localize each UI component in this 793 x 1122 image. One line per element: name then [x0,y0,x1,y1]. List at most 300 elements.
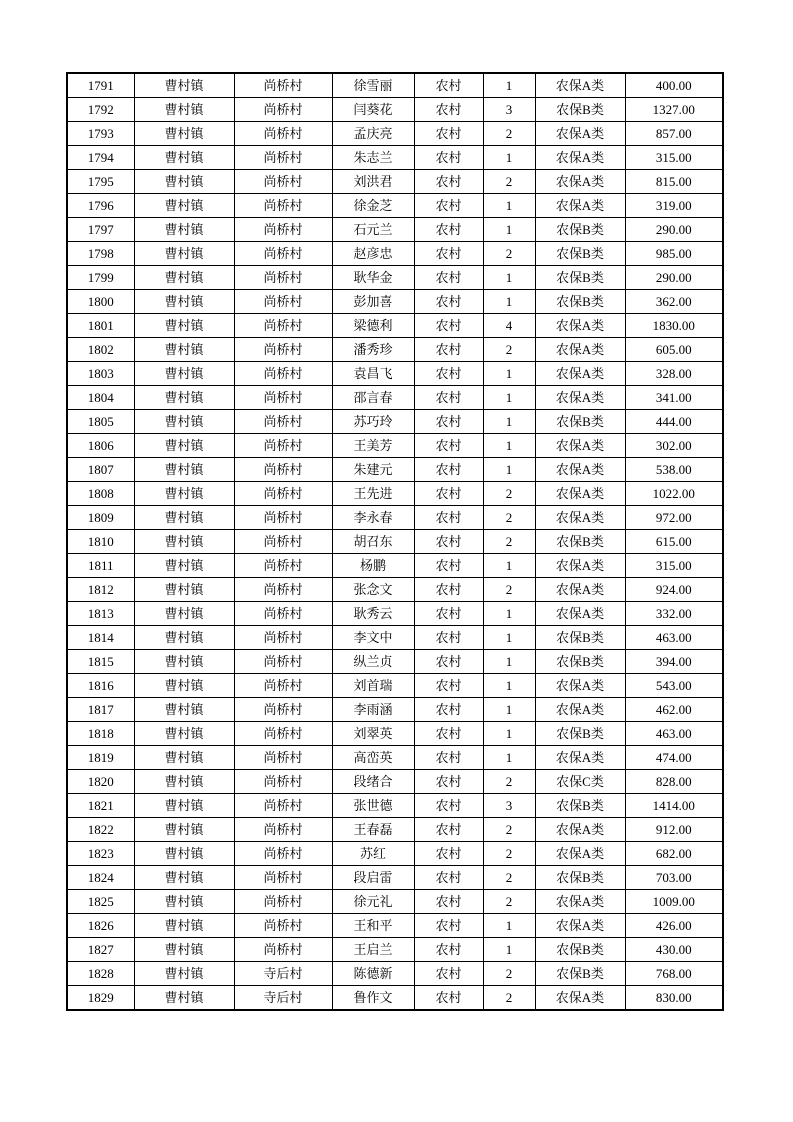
cell-person-name: 胡召东 [332,530,414,554]
cell-town: 曹村镇 [134,602,234,626]
cell-town: 曹村镇 [134,794,234,818]
cell-insurance-class: 农保A类 [535,986,625,1011]
table-row [67,194,723,218]
cell-town: 曹村镇 [134,266,234,290]
cell-serial-number: 1818 [67,722,134,746]
table-row [67,794,723,818]
cell-town: 曹村镇 [134,73,234,98]
cell-person-name: 石元兰 [332,218,414,242]
cell-person-count: 1 [483,290,535,314]
cell-insurance-class: 农保A类 [535,698,625,722]
cell-amount: 319.00 [625,194,723,218]
cell-person-count: 2 [483,770,535,794]
cell-serial-number: 1794 [67,146,134,170]
cell-person-count: 1 [483,362,535,386]
cell-amount: 341.00 [625,386,723,410]
cell-residence-type: 农村 [414,722,483,746]
cell-serial-number: 1805 [67,410,134,434]
cell-town: 曹村镇 [134,938,234,962]
cell-insurance-class: 农保A类 [535,458,625,482]
cell-insurance-class: 农保A类 [535,170,625,194]
cell-amount: 830.00 [625,986,723,1011]
cell-village: 尚桥村 [234,338,332,362]
cell-person-count: 1 [483,938,535,962]
cell-amount: 815.00 [625,170,723,194]
table-row [67,434,723,458]
cell-residence-type: 农村 [414,506,483,530]
cell-person-count: 1 [483,602,535,626]
cell-residence-type: 农村 [414,890,483,914]
cell-village: 尚桥村 [234,794,332,818]
cell-town: 曹村镇 [134,530,234,554]
cell-residence-type: 农村 [414,986,483,1011]
cell-town: 曹村镇 [134,650,234,674]
cell-amount: 290.00 [625,266,723,290]
cell-town: 曹村镇 [134,362,234,386]
cell-person-count: 2 [483,530,535,554]
cell-person-count: 3 [483,98,535,122]
cell-insurance-class: 农保A类 [535,818,625,842]
cell-village: 尚桥村 [234,290,332,314]
cell-insurance-class: 农保A类 [535,314,625,338]
cell-amount: 615.00 [625,530,723,554]
cell-village: 尚桥村 [234,146,332,170]
cell-village: 尚桥村 [234,626,332,650]
table-row [67,626,723,650]
cell-residence-type: 农村 [414,602,483,626]
table-row [67,386,723,410]
cell-person-name: 王启兰 [332,938,414,962]
cell-insurance-class: 农保A类 [535,194,625,218]
table-row [67,962,723,986]
cell-town: 曹村镇 [134,722,234,746]
cell-village: 尚桥村 [234,386,332,410]
cell-residence-type: 农村 [414,170,483,194]
cell-amount: 430.00 [625,938,723,962]
cell-residence-type: 农村 [414,434,483,458]
cell-town: 曹村镇 [134,770,234,794]
cell-serial-number: 1828 [67,962,134,986]
cell-town: 曹村镇 [134,962,234,986]
table-row [67,290,723,314]
cell-town: 曹村镇 [134,818,234,842]
cell-person-count: 2 [483,338,535,362]
cell-insurance-class: 农保A类 [535,890,625,914]
cell-person-count: 1 [483,434,535,458]
table-body [67,73,723,1010]
table-row [67,242,723,266]
cell-person-count: 1 [483,746,535,770]
cell-residence-type: 农村 [414,578,483,602]
cell-person-count: 1 [483,146,535,170]
cell-person-name: 耿秀云 [332,602,414,626]
cell-amount: 912.00 [625,818,723,842]
table-row [67,698,723,722]
cell-person-count: 3 [483,794,535,818]
cell-person-count: 1 [483,626,535,650]
cell-town: 曹村镇 [134,146,234,170]
cell-serial-number: 1811 [67,554,134,578]
cell-person-name: 刘翠英 [332,722,414,746]
cell-insurance-class: 农保B类 [535,242,625,266]
table-row [67,506,723,530]
cell-amount: 1414.00 [625,794,723,818]
cell-serial-number: 1802 [67,338,134,362]
cell-residence-type: 农村 [414,866,483,890]
table-row [67,650,723,674]
cell-serial-number: 1808 [67,482,134,506]
cell-amount: 444.00 [625,410,723,434]
cell-amount: 463.00 [625,722,723,746]
cell-town: 曹村镇 [134,746,234,770]
cell-residence-type: 农村 [414,386,483,410]
cell-residence-type: 农村 [414,458,483,482]
cell-town: 曹村镇 [134,842,234,866]
table-row [67,98,723,122]
cell-serial-number: 1819 [67,746,134,770]
cell-person-count: 1 [483,650,535,674]
cell-insurance-class: 农保B类 [535,290,625,314]
cell-town: 曹村镇 [134,626,234,650]
cell-person-count: 1 [483,386,535,410]
cell-amount: 857.00 [625,122,723,146]
cell-person-count: 2 [483,818,535,842]
cell-person-name: 朱志兰 [332,146,414,170]
cell-residence-type: 农村 [414,938,483,962]
cell-person-count: 1 [483,458,535,482]
cell-person-name: 刘洪君 [332,170,414,194]
cell-insurance-class: 农保B类 [535,626,625,650]
cell-village: 尚桥村 [234,938,332,962]
cell-insurance-class: 农保A类 [535,554,625,578]
cell-person-count: 2 [483,482,535,506]
cell-person-name: 鲁作文 [332,986,414,1011]
table-row [67,842,723,866]
cell-amount: 768.00 [625,962,723,986]
cell-residence-type: 农村 [414,362,483,386]
cell-insurance-class: 农保A类 [535,842,625,866]
cell-person-name: 李文中 [332,626,414,650]
cell-insurance-class: 农保B类 [535,962,625,986]
cell-serial-number: 1796 [67,194,134,218]
table-row [67,362,723,386]
cell-amount: 924.00 [625,578,723,602]
cell-insurance-class: 农保A类 [535,674,625,698]
cell-person-name: 王和平 [332,914,414,938]
cell-amount: 1830.00 [625,314,723,338]
cell-insurance-class: 农保B类 [535,794,625,818]
cell-person-name: 袁昌飞 [332,362,414,386]
table-row [67,674,723,698]
cell-person-name: 段绪合 [332,770,414,794]
cell-village: 尚桥村 [234,194,332,218]
cell-amount: 462.00 [625,698,723,722]
cell-person-count: 1 [483,266,535,290]
cell-village: 尚桥村 [234,314,332,338]
cell-amount: 1327.00 [625,98,723,122]
cell-residence-type: 农村 [414,530,483,554]
cell-insurance-class: 农保A类 [535,73,625,98]
cell-village: 尚桥村 [234,578,332,602]
table-row [67,890,723,914]
cell-serial-number: 1803 [67,362,134,386]
table-row [67,410,723,434]
cell-person-name: 孟庆亮 [332,122,414,146]
cell-person-count: 1 [483,554,535,578]
cell-serial-number: 1817 [67,698,134,722]
table-row [67,578,723,602]
cell-village: 尚桥村 [234,530,332,554]
cell-serial-number: 1829 [67,986,134,1011]
cell-insurance-class: 农保A类 [535,434,625,458]
cell-residence-type: 农村 [414,770,483,794]
cell-town: 曹村镇 [134,170,234,194]
cell-person-count: 1 [483,73,535,98]
cell-amount: 426.00 [625,914,723,938]
cell-insurance-class: 农保A类 [535,386,625,410]
cell-amount: 302.00 [625,434,723,458]
cell-residence-type: 农村 [414,338,483,362]
cell-insurance-class: 农保B类 [535,938,625,962]
cell-person-name: 耿华金 [332,266,414,290]
cell-serial-number: 1822 [67,818,134,842]
cell-amount: 538.00 [625,458,723,482]
table-row [67,554,723,578]
cell-person-name: 徐元礼 [332,890,414,914]
cell-insurance-class: 农保B类 [535,218,625,242]
cell-residence-type: 农村 [414,746,483,770]
cell-person-name: 高峦英 [332,746,414,770]
cell-village: 尚桥村 [234,890,332,914]
cell-town: 曹村镇 [134,482,234,506]
cell-serial-number: 1826 [67,914,134,938]
cell-village: 尚桥村 [234,122,332,146]
cell-town: 曹村镇 [134,674,234,698]
cell-amount: 543.00 [625,674,723,698]
cell-serial-number: 1801 [67,314,134,338]
cell-village: 尚桥村 [234,73,332,98]
cell-insurance-class: 农保A类 [535,122,625,146]
cell-residence-type: 农村 [414,554,483,578]
cell-insurance-class: 农保A类 [535,914,625,938]
cell-village: 尚桥村 [234,482,332,506]
cell-town: 曹村镇 [134,986,234,1011]
cell-village: 尚桥村 [234,842,332,866]
cell-amount: 1022.00 [625,482,723,506]
cell-person-name: 段启雷 [332,866,414,890]
cell-residence-type: 农村 [414,218,483,242]
cell-person-name: 邵言春 [332,386,414,410]
table-row [67,266,723,290]
cell-village: 尚桥村 [234,698,332,722]
cell-residence-type: 农村 [414,818,483,842]
cell-serial-number: 1827 [67,938,134,962]
benefits-table [66,72,724,1011]
cell-person-count: 2 [483,962,535,986]
table-row [67,818,723,842]
table-row [67,938,723,962]
cell-serial-number: 1793 [67,122,134,146]
cell-insurance-class: 农保B类 [535,866,625,890]
cell-insurance-class: 农保B类 [535,722,625,746]
cell-amount: 985.00 [625,242,723,266]
cell-town: 曹村镇 [134,386,234,410]
table-row [67,602,723,626]
cell-serial-number: 1810 [67,530,134,554]
cell-serial-number: 1825 [67,890,134,914]
cell-serial-number: 1791 [67,73,134,98]
cell-person-count: 2 [483,866,535,890]
cell-residence-type: 农村 [414,698,483,722]
table-row [67,746,723,770]
cell-village: 尚桥村 [234,218,332,242]
cell-village: 尚桥村 [234,770,332,794]
cell-insurance-class: 农保A类 [535,506,625,530]
cell-serial-number: 1792 [67,98,134,122]
cell-serial-number: 1800 [67,290,134,314]
cell-village: 寺后村 [234,986,332,1011]
cell-town: 曹村镇 [134,314,234,338]
cell-residence-type: 农村 [414,242,483,266]
cell-person-count: 2 [483,890,535,914]
cell-serial-number: 1823 [67,842,134,866]
cell-serial-number: 1812 [67,578,134,602]
cell-town: 曹村镇 [134,410,234,434]
cell-person-count: 1 [483,674,535,698]
cell-serial-number: 1814 [67,626,134,650]
table-row [67,914,723,938]
cell-serial-number: 1813 [67,602,134,626]
cell-town: 曹村镇 [134,458,234,482]
cell-insurance-class: 农保A类 [535,338,625,362]
cell-person-count: 1 [483,698,535,722]
cell-person-count: 4 [483,314,535,338]
cell-insurance-class: 农保B类 [535,410,625,434]
cell-amount: 315.00 [625,554,723,578]
cell-person-name: 苏巧玲 [332,410,414,434]
cell-village: 尚桥村 [234,650,332,674]
cell-residence-type: 农村 [414,266,483,290]
cell-person-name: 刘首瑞 [332,674,414,698]
cell-person-name: 王先进 [332,482,414,506]
cell-village: 尚桥村 [234,746,332,770]
cell-residence-type: 农村 [414,482,483,506]
cell-residence-type: 农村 [414,290,483,314]
cell-person-count: 2 [483,506,535,530]
cell-serial-number: 1816 [67,674,134,698]
cell-town: 曹村镇 [134,866,234,890]
cell-person-count: 2 [483,842,535,866]
cell-amount: 828.00 [625,770,723,794]
cell-amount: 315.00 [625,146,723,170]
cell-village: 尚桥村 [234,914,332,938]
cell-person-count: 2 [483,986,535,1011]
cell-residence-type: 农村 [414,914,483,938]
cell-person-name: 王美芳 [332,434,414,458]
table-row [67,458,723,482]
cell-person-count: 1 [483,218,535,242]
table-row [67,314,723,338]
cell-person-name: 徐雪丽 [332,73,414,98]
table-row [67,338,723,362]
cell-serial-number: 1820 [67,770,134,794]
cell-residence-type: 农村 [414,794,483,818]
cell-town: 曹村镇 [134,914,234,938]
cell-person-name: 赵彦忠 [332,242,414,266]
cell-amount: 328.00 [625,362,723,386]
cell-town: 曹村镇 [134,122,234,146]
cell-insurance-class: 农保B类 [535,650,625,674]
cell-serial-number: 1806 [67,434,134,458]
cell-insurance-class: 农保C类 [535,770,625,794]
cell-insurance-class: 农保B类 [535,98,625,122]
cell-village: 尚桥村 [234,410,332,434]
cell-residence-type: 农村 [414,962,483,986]
table-row [67,170,723,194]
cell-serial-number: 1809 [67,506,134,530]
cell-person-name: 潘秀珍 [332,338,414,362]
table-row [67,986,723,1011]
cell-person-name: 徐金芝 [332,194,414,218]
cell-amount: 362.00 [625,290,723,314]
cell-residence-type: 农村 [414,842,483,866]
cell-insurance-class: 农保A类 [535,482,625,506]
cell-village: 尚桥村 [234,674,332,698]
cell-serial-number: 1821 [67,794,134,818]
cell-person-name: 杨鹏 [332,554,414,578]
cell-town: 曹村镇 [134,554,234,578]
cell-amount: 332.00 [625,602,723,626]
cell-town: 曹村镇 [134,338,234,362]
cell-town: 曹村镇 [134,434,234,458]
cell-town: 曹村镇 [134,98,234,122]
cell-person-name: 李永春 [332,506,414,530]
cell-town: 曹村镇 [134,578,234,602]
cell-serial-number: 1798 [67,242,134,266]
cell-amount: 703.00 [625,866,723,890]
cell-residence-type: 农村 [414,146,483,170]
cell-town: 曹村镇 [134,194,234,218]
cell-insurance-class: 农保A类 [535,146,625,170]
cell-village: 尚桥村 [234,434,332,458]
cell-person-name: 张世德 [332,794,414,818]
cell-village: 尚桥村 [234,266,332,290]
cell-amount: 682.00 [625,842,723,866]
cell-village: 尚桥村 [234,866,332,890]
table-row [67,73,723,98]
cell-town: 曹村镇 [134,506,234,530]
cell-insurance-class: 农保B类 [535,530,625,554]
cell-serial-number: 1804 [67,386,134,410]
cell-residence-type: 农村 [414,122,483,146]
cell-person-name: 张念文 [332,578,414,602]
table-row [67,482,723,506]
table-row [67,122,723,146]
cell-serial-number: 1795 [67,170,134,194]
cell-amount: 1009.00 [625,890,723,914]
cell-village: 尚桥村 [234,554,332,578]
cell-person-name: 闫葵花 [332,98,414,122]
cell-insurance-class: 农保A类 [535,746,625,770]
cell-insurance-class: 农保A类 [535,602,625,626]
cell-person-count: 1 [483,722,535,746]
cell-insurance-class: 农保B类 [535,266,625,290]
cell-village: 尚桥村 [234,98,332,122]
cell-person-count: 2 [483,170,535,194]
cell-person-count: 2 [483,578,535,602]
cell-town: 曹村镇 [134,218,234,242]
cell-serial-number: 1807 [67,458,134,482]
